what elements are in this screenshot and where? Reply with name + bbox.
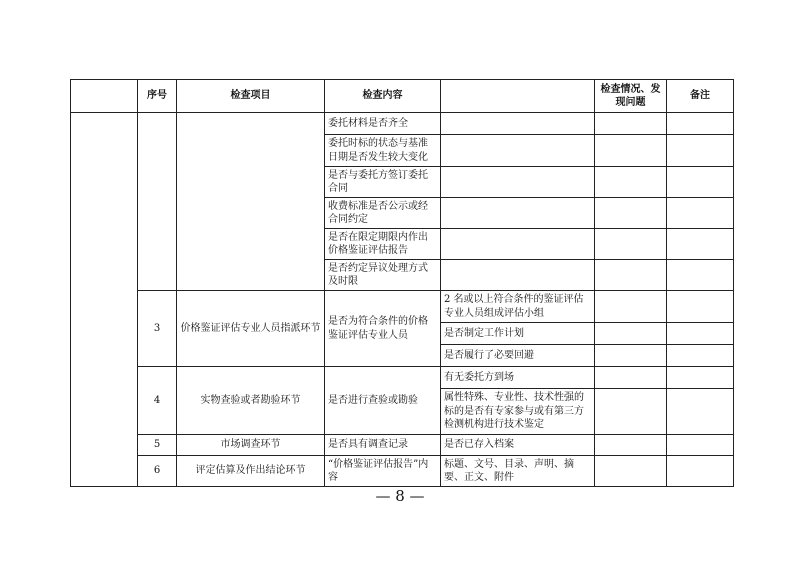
seq-cell-blank xyxy=(138,113,177,291)
content-cell: “价格鉴证评估报告”内容 xyxy=(325,456,441,487)
seq-cell: 5 xyxy=(138,435,177,456)
table-row xyxy=(71,113,734,135)
seq-cell: 4 xyxy=(138,367,177,435)
header-findings: 检查情况、发现问题 xyxy=(595,80,667,113)
table-row xyxy=(71,456,734,487)
item-cell-blank xyxy=(177,113,325,291)
item-cell: 价格鉴证评估专业人员指派环节 xyxy=(177,291,325,367)
header-blank xyxy=(71,80,138,113)
content-cell: 是否为符合条件的价格鉴证评估专业人员 xyxy=(325,291,441,367)
content-cell: 是否约定异议处理方式及时限 xyxy=(325,260,441,291)
item-cell: 实物查验或者勘验环节 xyxy=(177,367,325,435)
content-cell: 委托时标的状态与基准日期是否发生较大变化 xyxy=(325,135,441,167)
detail-cell: 2 名或以上符合条件的鉴证评估专业人员组成评估小组 xyxy=(441,291,595,323)
table-row xyxy=(71,367,734,389)
detail-cell: 有无委托方到场 xyxy=(441,367,595,389)
side-blank-cell xyxy=(71,113,138,487)
header-content: 检查内容 xyxy=(325,80,441,113)
inspection-table xyxy=(70,79,734,487)
seq-cell: 3 xyxy=(138,291,177,367)
content-cell: 是否在限定期限内作出价格鉴证评估报告 xyxy=(325,229,441,260)
detail-cell: 是否制定工作计划 xyxy=(441,323,595,345)
table-row xyxy=(71,435,734,456)
content-cell: 是否具有调查记录 xyxy=(325,435,441,456)
header-remark: 备注 xyxy=(667,80,734,113)
header-content-detail xyxy=(441,80,595,113)
header-seq: 序号 xyxy=(138,80,177,113)
detail-cell: 是否已存入档案 xyxy=(441,435,595,456)
detail-cell: 是否履行了必要回避 xyxy=(441,345,595,367)
page-number: — 8 — xyxy=(375,487,425,505)
detail-cell: 标题、文号、目录、声明、摘要、正文、附件 xyxy=(441,456,595,487)
seq-cell: 6 xyxy=(138,456,177,487)
header-row xyxy=(71,80,734,113)
content-cell: 是否与委托方签订委托合同 xyxy=(325,167,441,198)
content-cell: 委托材料是否齐全 xyxy=(325,113,441,135)
content-cell: 收费标准是否公示或经合同约定 xyxy=(325,198,441,229)
header-item: 检查项目 xyxy=(177,80,325,113)
content-cell: 是否进行查验或勘验 xyxy=(325,367,441,435)
item-cell: 市场调查环节 xyxy=(177,435,325,456)
detail-cell: 属性特殊、专业性、技术性强的标的是否有专家参与或有第三方检测机构进行技术鉴定 xyxy=(441,389,595,435)
table-row xyxy=(71,291,734,323)
item-cell: 评定估算及作出结论环节 xyxy=(177,456,325,487)
